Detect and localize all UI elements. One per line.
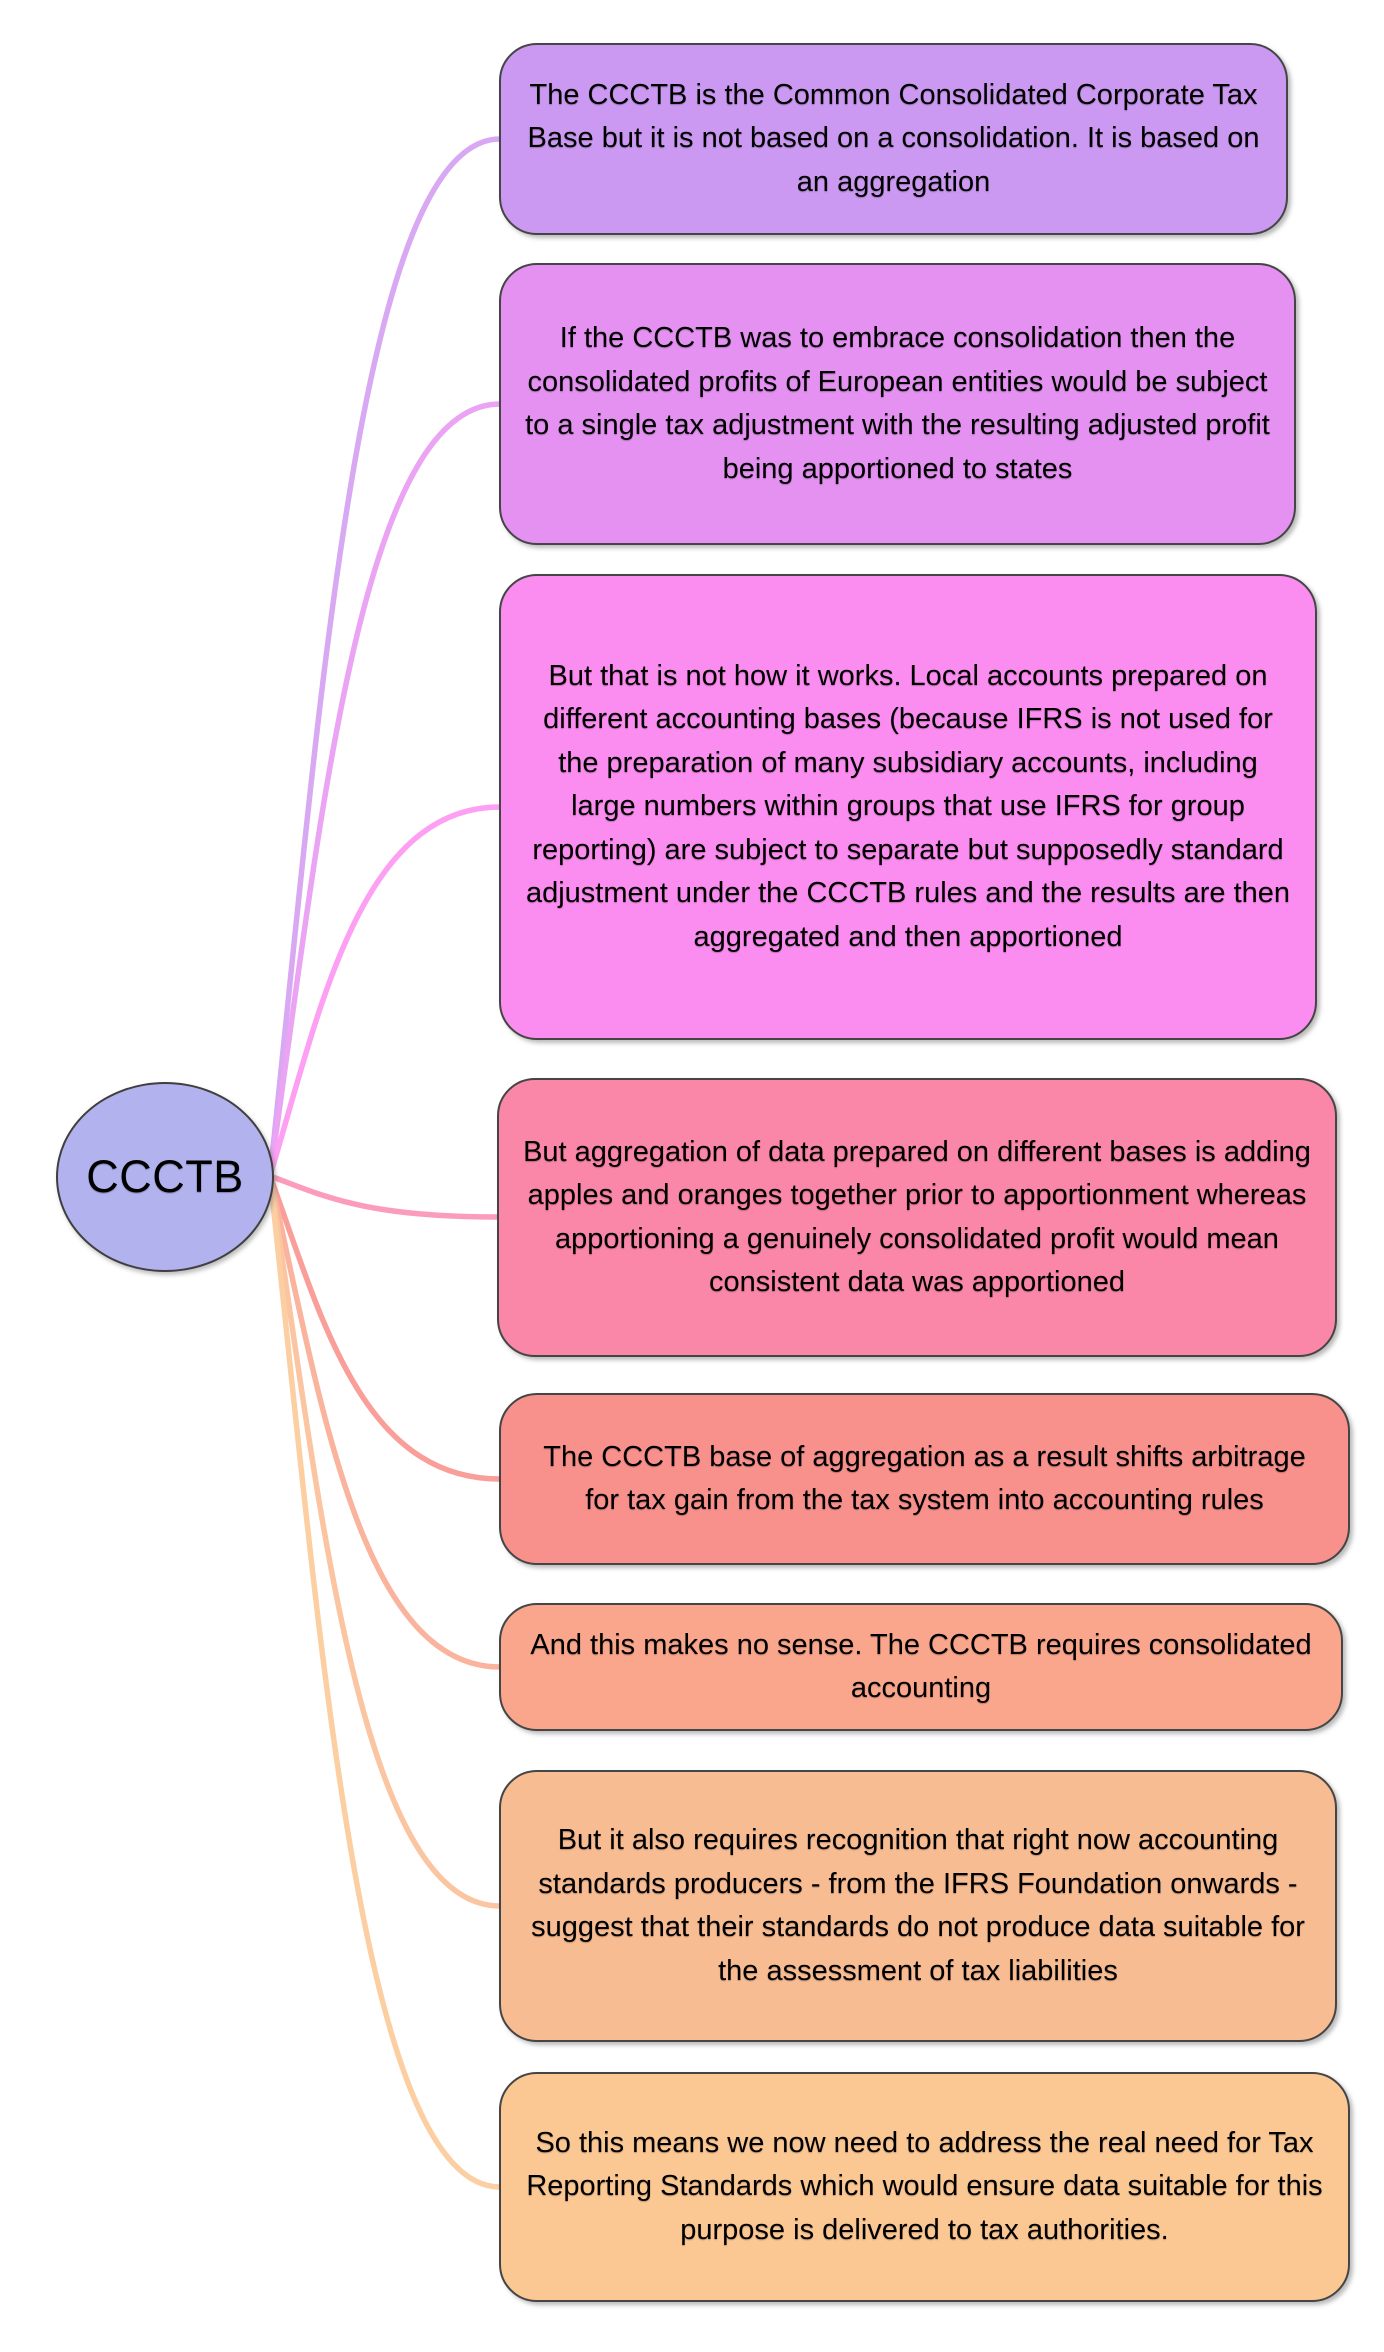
- connector-curve: [270, 139, 500, 1176]
- connector-curve: [270, 1176, 498, 1217]
- mindmap-node-arbitrage-shift[interactable]: [499, 1393, 1350, 1565]
- node-text: If the CCCTB was to embrace consolidation then the consolidated profits of European entities would be subject to a single tax adjustment with the resulting adjusted profit being apportioned to states: [525, 322, 1270, 485]
- mindmap-node-if-consolidation[interactable]: [499, 263, 1296, 545]
- root-node-ccctb[interactable]: [56, 1082, 274, 1272]
- mindmap-node-how-it-works[interactable]: [499, 574, 1317, 1040]
- mindmap-node-aggregation-definition[interactable]: [499, 43, 1288, 235]
- node-text: The CCCTB base of aggregation as a result shifts arbitrage for tax gain from the tax system into accounting rules: [543, 1440, 1306, 1516]
- mindmap-node-tax-reporting-standards[interactable]: [499, 2072, 1350, 2302]
- connector-curve: [270, 1176, 500, 1906]
- mindmap-node-no-sense[interactable]: [499, 1603, 1343, 1731]
- node-text: But aggregation of data prepared on different bases is adding apples and oranges together prior to apportionment whereas apportioning a genuinely consolidated profit would mean consistent data was apportioned: [523, 1135, 1311, 1298]
- root-node-label: CCCTB: [86, 1151, 244, 1202]
- node-text: And this makes no sense. The CCCTB requires consolidated accounting: [530, 1628, 1312, 1704]
- node-text: The CCCTB is the Common Consolidated Corporate Tax Base but it is not based on a consolidation. It is based on an aggregation: [527, 78, 1260, 198]
- node-text: But that is not how it works. Local accounts prepared on different accounting bases (because IFRS is not used for the preparation of many subsidiary accounts, including large numbers within groups that use IFRS for group reporting) are subject to separate but supposedly standard adjustment under the CCCTB rules and the results are then aggregated and then apportioned: [525, 659, 1291, 953]
- node-text: So this means we now need to address the real need for Tax Reporting Standards which would ensure data suitable for this purpose is delivered to tax authorities.: [526, 2126, 1323, 2246]
- node-text: But it also requires recognition that right now accounting standards producers - from the IFRS Foundation onwards - suggest that their standards do not produce data suitable for the assessment of tax liabilities: [531, 1824, 1305, 1987]
- mindmap-node-standards-recognition[interactable]: [499, 1770, 1337, 2042]
- mindmap-node-apples-oranges[interactable]: [497, 1078, 1337, 1357]
